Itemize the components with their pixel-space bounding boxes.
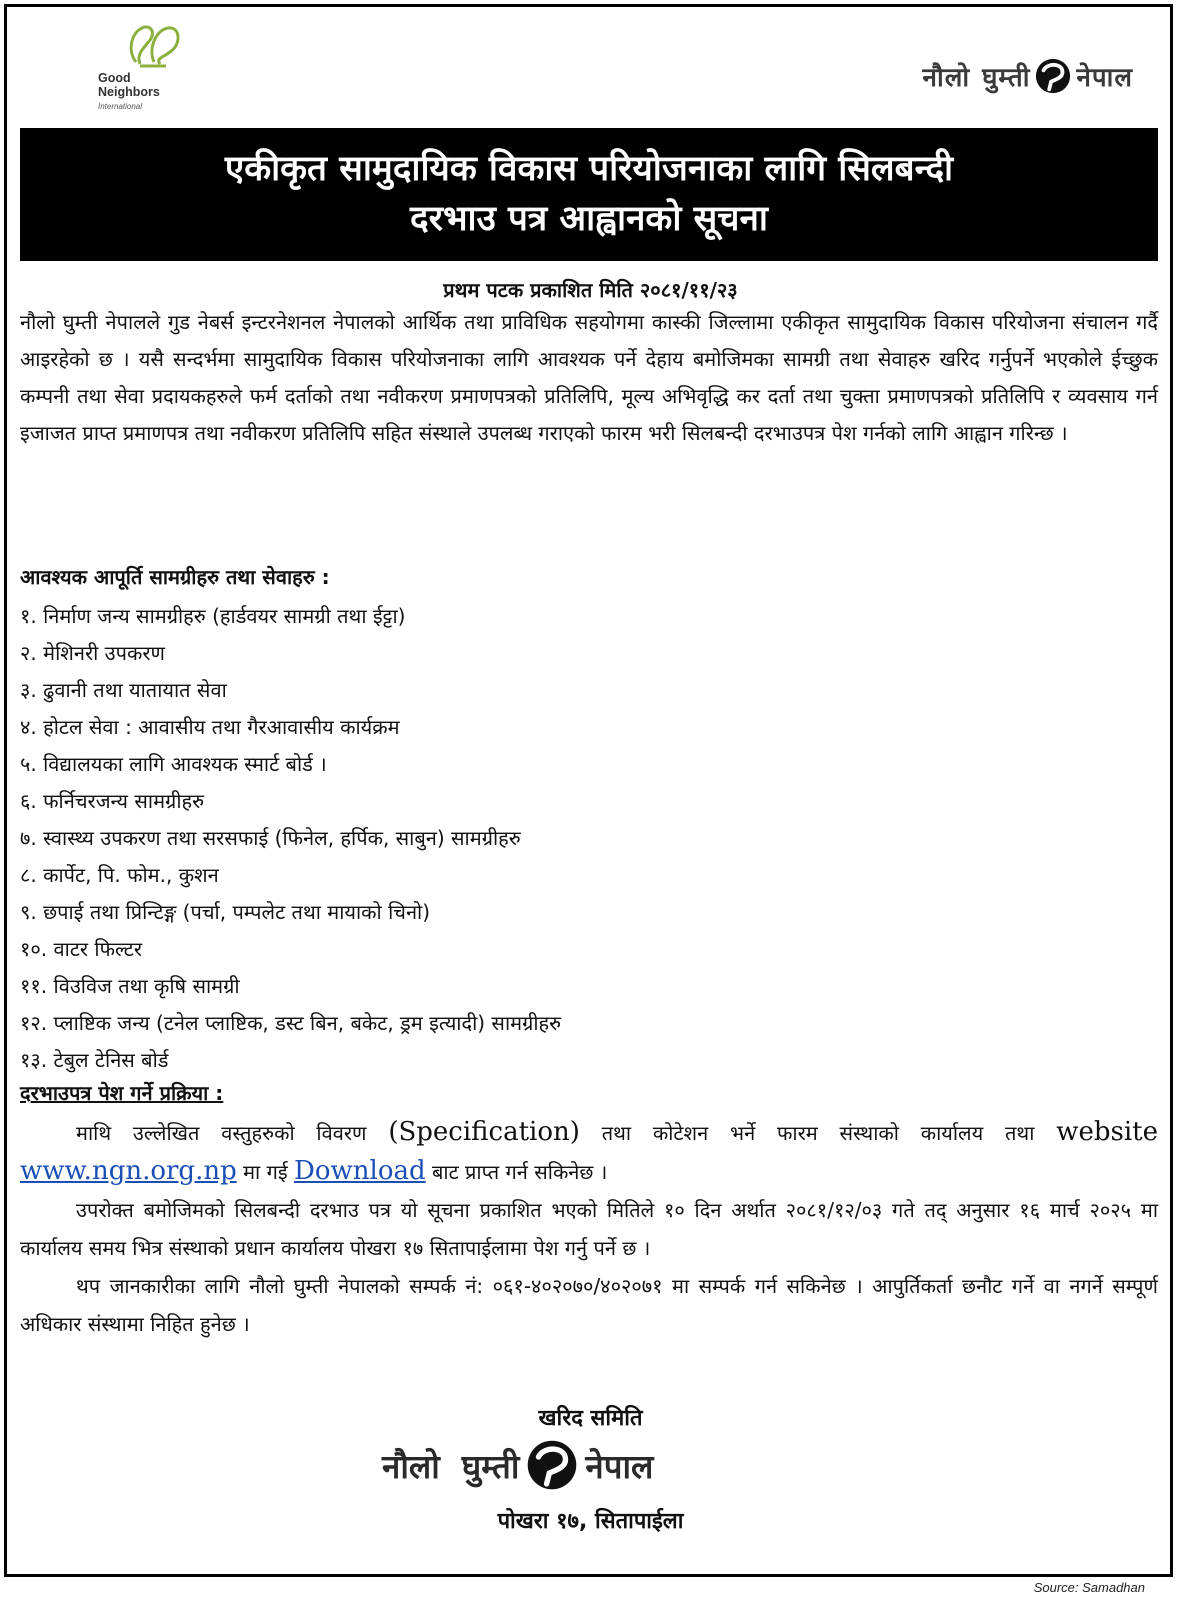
footer-org-part2: घुम्ती [461,1446,520,1486]
process-section [20,1113,1158,1343]
naulo-ghumti-logo-header [923,56,1133,96]
website-link[interactable]: www.ngn.org.np [20,1156,237,1186]
logo-line-neighbors: Neighbors [98,85,160,99]
list-item: ४. होटल सेवा : आवासीय तथा गैरआवासीय कार्यक्रम [20,715,400,739]
intro-paragraph: नौलो घुम्ती नेपालले गुड नेबर्स इन्टरनेशनल नेपालको आर्थिक तथा प्राविधिक सहयोगमा कास्की जिल्लामा एकीकृत सामुदायिक विकास परियोजना संचालन गर्दै आइरहेको छ । यसै सन्दर्भमा सामुदायिक विकास परियोजनाका लागि आवश्यक पर्ने देहाय बमोजिमका सामग्री तथा सेवाहरु खरिद गर्नुपर्ने भएकोले ईच्छुक कम्पनी तथा सेवा प्रदायकहरुले फर्म दर्ताको तथा नवीकरण प्रमाणपत्रको प्रतिलिपि, मूल्य अभिवृद्धि कर दर्ता तथा चुक्ता प्रमाणपत्रको प्रतिलिपि र व्यवसाय गर्न इजाजत प्राप्त प्रमाणपत्र तथा नवीकरण प्रतिलिपि सहित संस्थाले उपलब्ध गराएको फारम भरी सिलबन्दी दरभाउपत्र पेश गर्नको लागि आह्वान गरिन्छ । [20,310,1158,445]
process-text: थप जानकारीका लागि नौलो घुम्ती नेपालको सम्पर्क नं: ०६१-४०२०७०/४०२०७१ मा सम्पर्क गर्न सकिनेछ । आपुर्तिकर्ता छनौट गर्ने वा नगर्ने सम्पूर्ण अधिकार संस्थामा निहित हुनेछ । [20,1274,1158,1336]
title-line-2: दरभाउ पत्र आह्वानको सूचना [410,199,768,239]
org-name-part1: नौलो [922,63,971,93]
process-text: माथि उल्लेखित वस्तुहरुको विवरण [76,1121,367,1145]
org-name-part2: घुम्ती [982,63,1031,93]
list-item: ६. फर्निचरजन्य सामग्रीहरु [20,789,205,813]
process-text: बाट प्राप्त गर्न सकिनेछ । [432,1160,608,1184]
process-heading: दरभाउपत्र पेश गर्ने प्रक्रिया : [20,1081,224,1105]
footer-org-part1: नौलो [382,1446,440,1486]
process-paragraph-1 [20,1113,1158,1191]
list-item: ११. विउविज तथा कृषि सामग्री [20,974,240,998]
list-item: ९. छपाई तथा प्रिन्टिङ्ग (पर्चा, पम्पलेट तथा मायाको चिनो) [20,900,431,924]
title-line-1: एकीकृत सामुदायिक विकास परियोजनाका लागि सिलबन्दी [224,149,954,189]
naulo-ghumti-mark-icon [525,1438,579,1492]
list-item: १. निर्माण जन्य सामग्रीहरु (हार्डवयर सामग्री तथा ईट्टा) [20,604,406,628]
process-text: मा गई [243,1160,288,1184]
logo-line-international: International [98,102,143,111]
process-text: उपरोक्त बमोजिमको सिलबन्दी दरभाउ पत्र यो सूचना प्रकाशित भएको मितिले १० दिन अर्थात २०८१/१२/०३ गते तद् अनुसार १६ मार्च २०२५ मा कार्यालय समय भित्र संस्थाको प्रधान कार्यालय पोखरा १७ सितापाईलामा पेश गर्नु पर्ने छ । [20,1198,1158,1260]
process-paragraph-3 [20,1267,1158,1343]
list-item: १०. वाटर फिल्टर [20,937,143,961]
organization-address: पोखरा १७, सितापाईला [497,1509,684,1534]
naulo-ghumti-mark-icon [1034,57,1072,95]
publication-date: प्रथम पटक प्रकाशित मिति २०८१/११/२३ [443,278,738,302]
specification-word: (Specification) [388,1117,580,1147]
list-item: १३. टेबुल टेनिस बोर्ड [20,1048,169,1072]
download-link[interactable]: Download [294,1156,426,1186]
org-name-part3: नेपाल [1076,63,1133,93]
naulo-ghumti-logo-footer [382,1435,653,1495]
process-text: तथा कोटेशन भर्ने फारम संस्थाको कार्यालय तथा [601,1121,1035,1145]
list-item: ५. विद्यालयका लागि आवश्यक स्मार्ट बोर्ड । [20,752,327,776]
items-heading: आवश्यक आपूर्ति सामग्रीहरु तथा सेवाहरु : [20,565,330,589]
list-item: ७. स्वास्थ्य उपकरण तथा सरसफाई (फिनेल, हर्पिक, साबुन) सामग्रीहरु [20,826,521,850]
list-item: ८. कार्पेट, पि. फोम., कुशन [20,863,219,887]
list-item: ३. ढुवानी तथा यातायात सेवा [20,678,227,702]
good-neighbors-emblem-icon [96,18,196,78]
notice-title-banner [20,128,1158,261]
logo-line-good: Good [98,71,131,85]
source-credit: Source: Samadhan [1033,1580,1145,1595]
purchase-committee-label: खरिद समिति [538,1406,643,1431]
good-neighbors-logo [96,18,206,128]
footer-org-part3: नेपाल [585,1446,654,1486]
process-paragraph-2 [20,1191,1158,1267]
list-item: १२. प्लाष्टिक जन्य (टनेल प्लाष्टिक, डस्ट बिन, बकेट, ड्रम इत्यादी) सामग्रीहरु [20,1011,562,1035]
items-list [20,598,561,1079]
list-item: २. मेशिनरी उपकरण [20,641,165,665]
website-word: website [1056,1117,1158,1147]
